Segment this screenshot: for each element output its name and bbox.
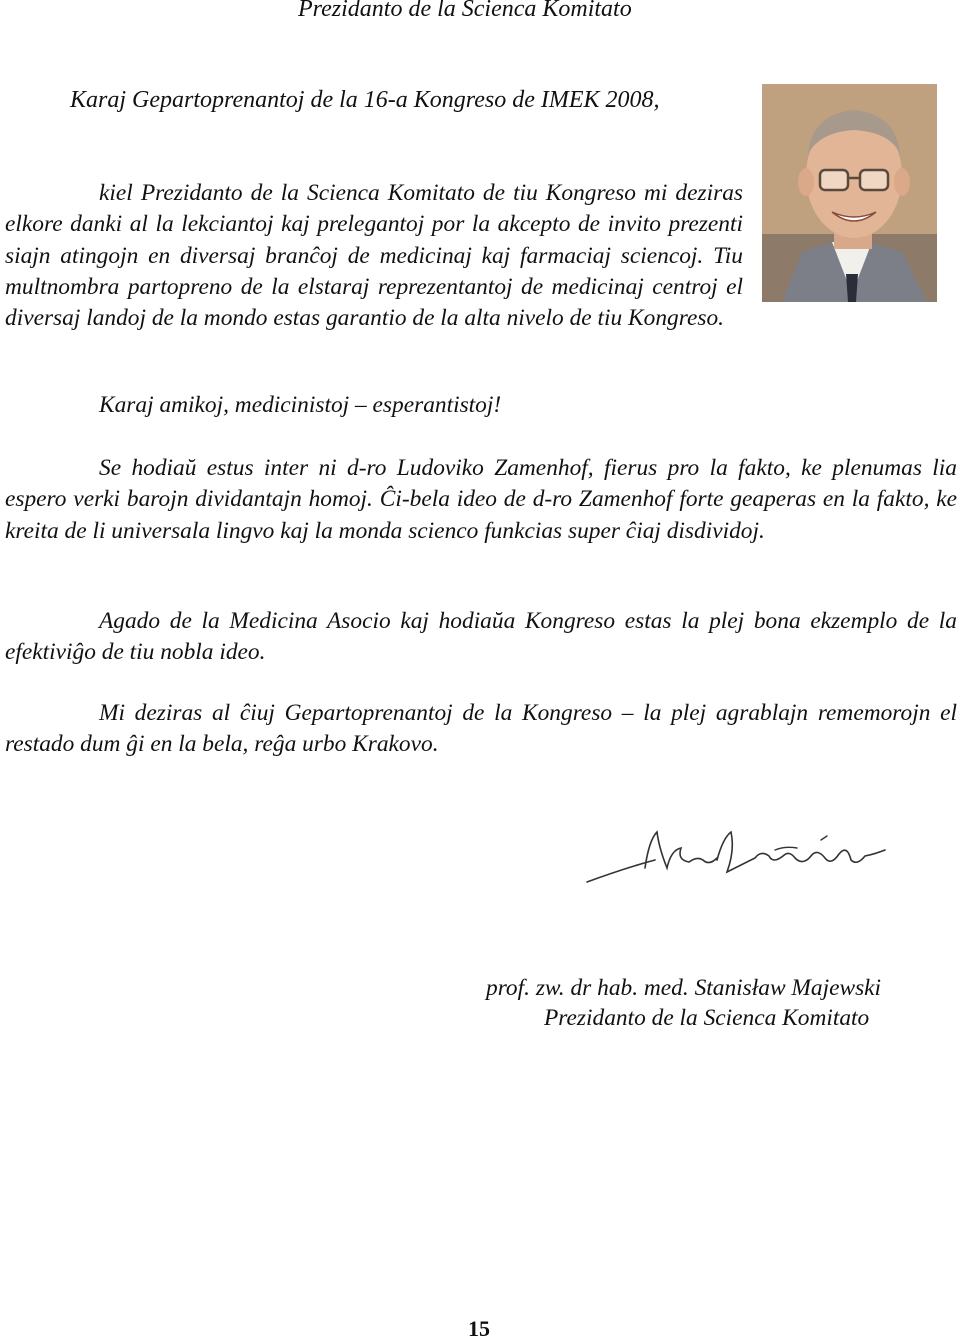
paragraph-wishes: Mi deziras al ĉiuj Gepartoprenantoj de la Kongreso – la plej agrablajn rememorojn el restado dum ĝi en la bela, reĝa urbo Krakovo. — [5, 700, 957, 758]
paragraph-association: Agado de la Medicina Asocio kaj hodiaŭa Kongreso estas la plej bona ekzemplo de la efektiviĝo de tiu nobla ideo. — [5, 608, 957, 666]
paragraph-thanks: kiel Prezidanto de la Scienca Komitato de tiu Kongreso mi deziras elkore danki al la lekciantoj kaj prelegantoj por la akcepto de invito prezenti siajn atingojn en diversaj branĉoj de medicinaj kaj farmaciaj sciencoj. Tiu multnombra partopreno de la elstaraj reprezentantoj de medicinaj centroj el diversaj landoj de la mondo estas garantio de la alta nivelo de tiu Kongreso. — [5, 180, 743, 332]
signatory-role: Prezidanto de la Scienca Komitato — [544, 1005, 870, 1031]
greeting: Karaj Gepartoprenantoj de la 16-a Kongreso de IMEK 2008, — [70, 87, 660, 113]
page-number: 15 — [468, 1316, 490, 1341]
signatory-name: prof. zw. dr hab. med. Stanisław Majewski — [486, 975, 882, 1001]
portrait-image — [762, 84, 937, 302]
author-photo — [762, 84, 937, 302]
paragraph-salutation: Karaj amikoj, medicinistoj – esperantistoj! — [99, 392, 502, 418]
page-title: Prezidanto de la Scienca Komitato — [298, 0, 632, 22]
handwritten-signature — [585, 820, 915, 900]
paragraph-zamenhof: Se hodiaŭ estus inter ni d-ro Ludoviko Zamenhof, fierus pro la fakto, ke plenumas lia espero verki barojn dividantajn homoj. Ĉi-bela ideo de d-ro Zamenhof forte geaperas en la fakto, ke kreita de li universala lingvo kaj la monda scienco funkcias super ĉiaj disdividoj. — [5, 455, 957, 544]
